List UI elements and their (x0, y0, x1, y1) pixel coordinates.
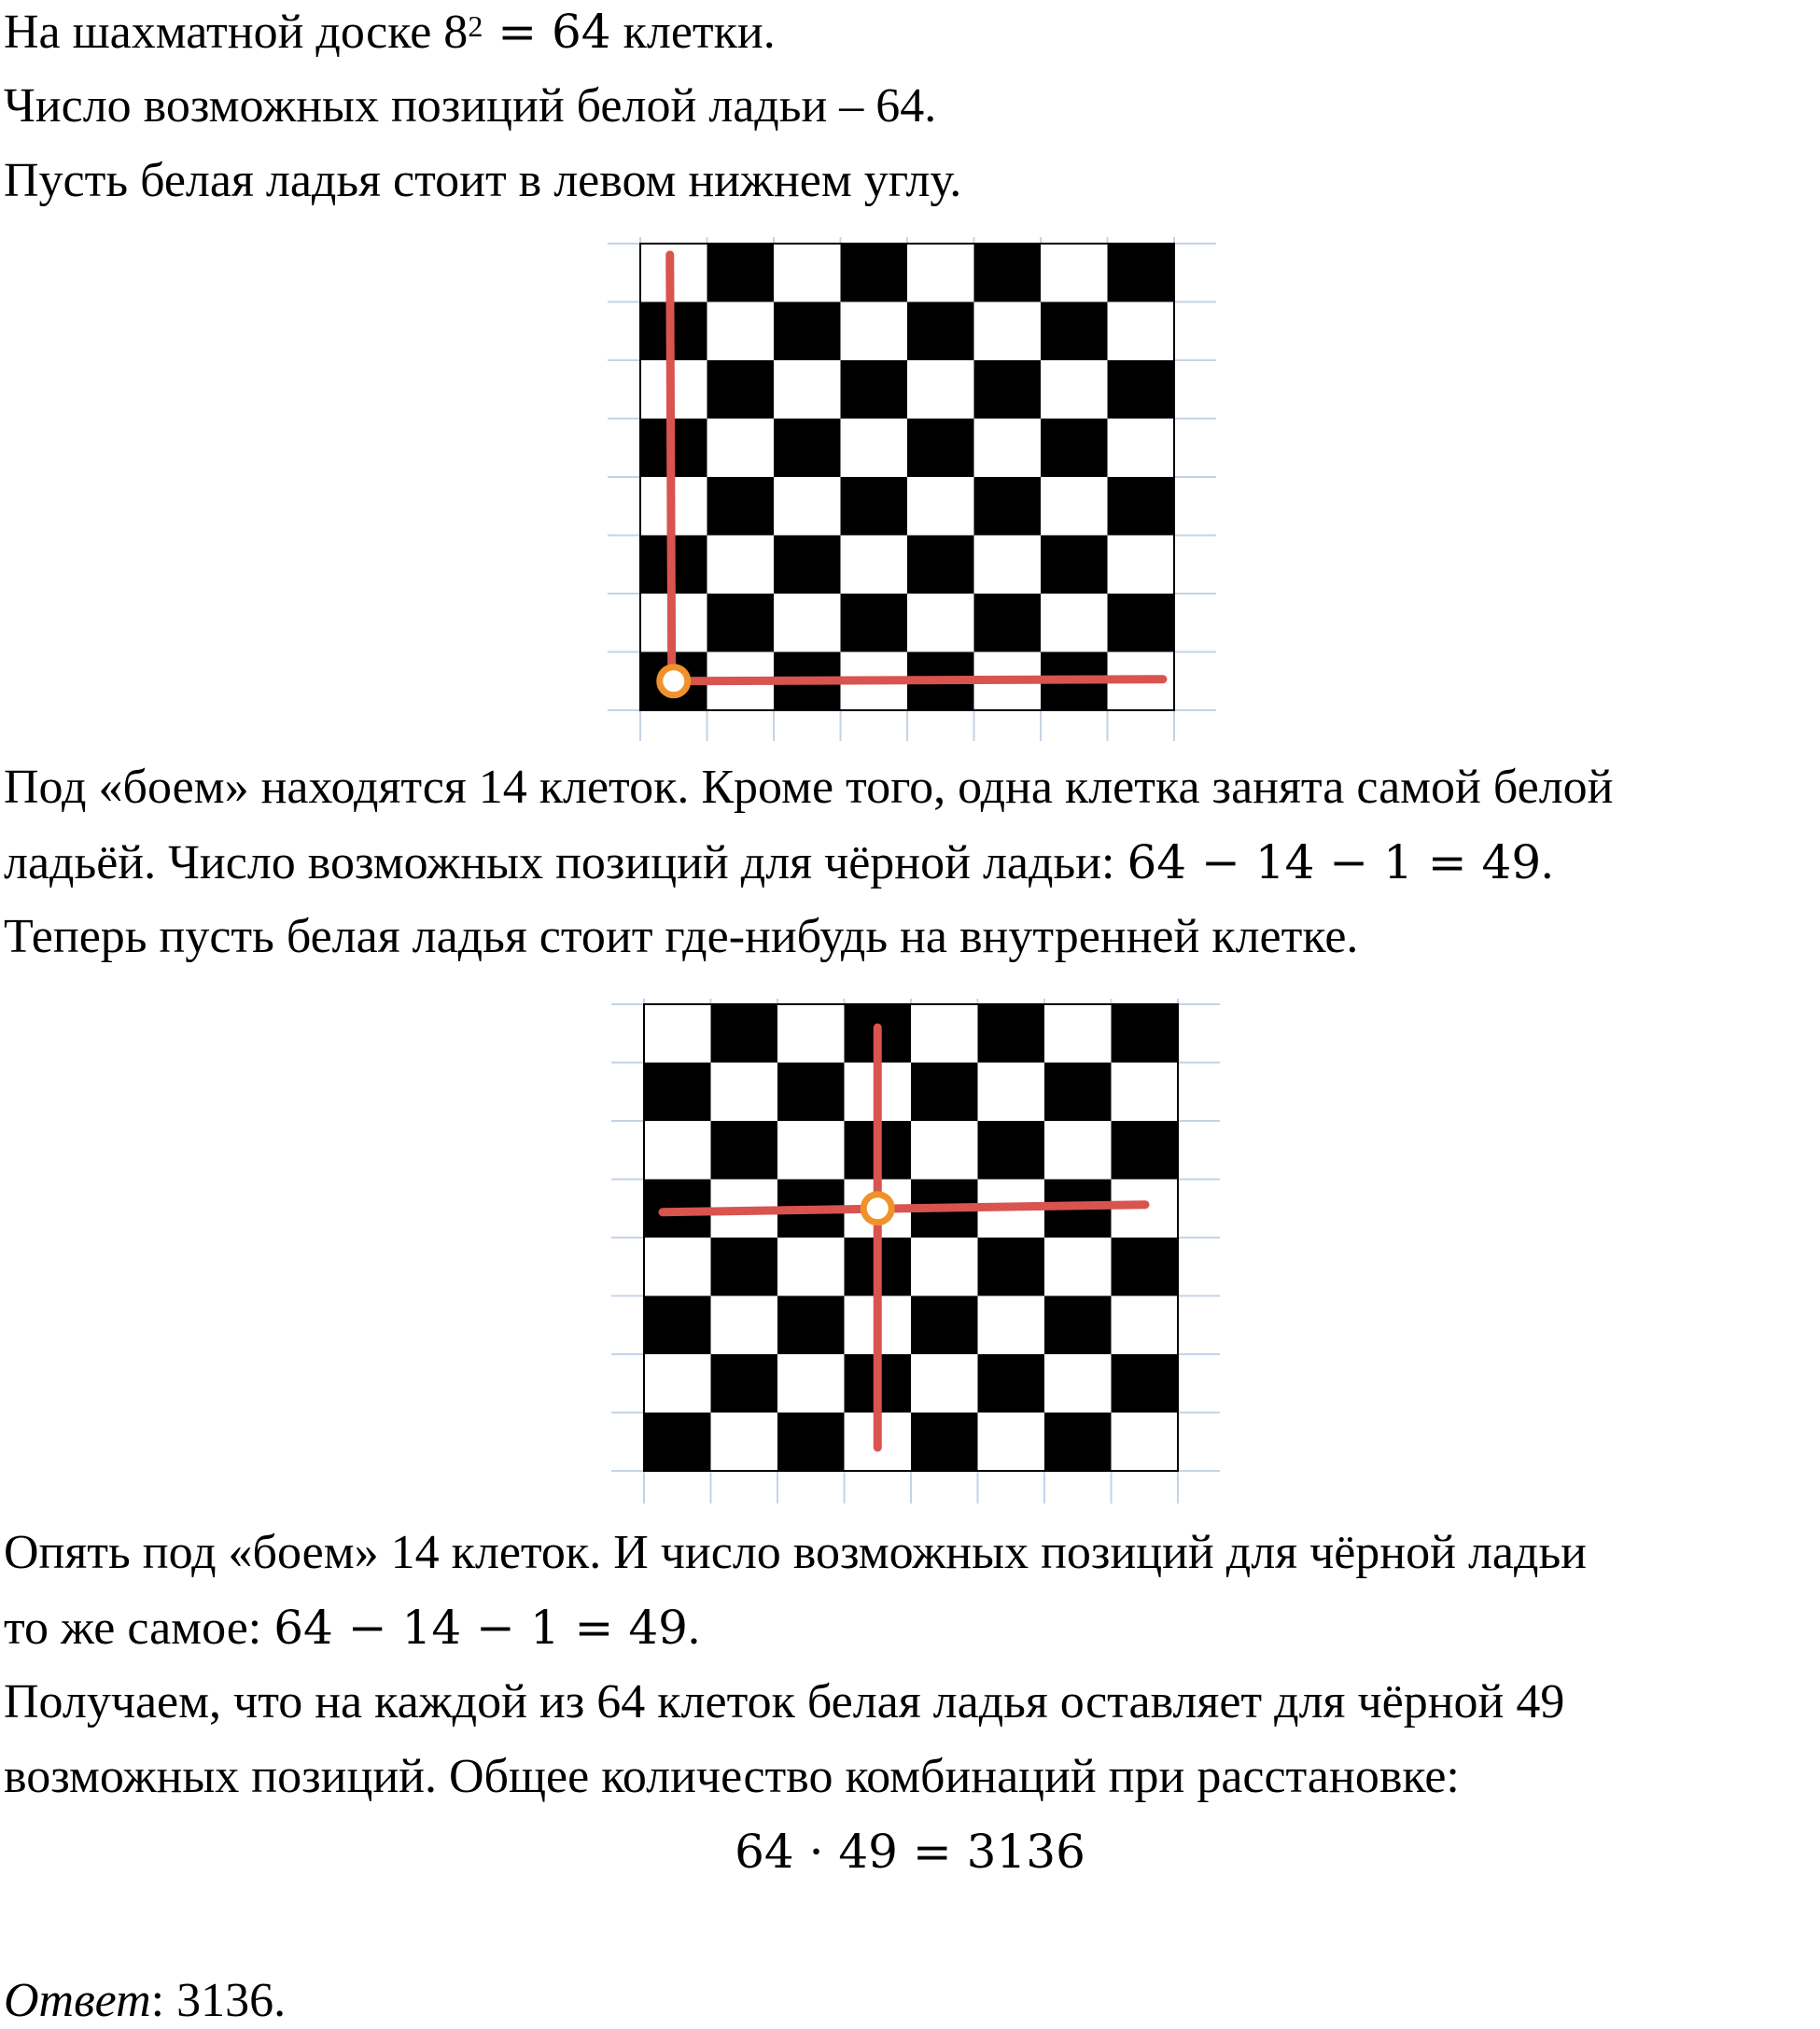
dark-square (1044, 1296, 1112, 1355)
dark-square (1112, 1238, 1179, 1296)
light-square (707, 302, 775, 361)
light-square (978, 1296, 1045, 1355)
board-squares (640, 244, 1174, 710)
rook-marker (660, 667, 688, 695)
light-square (777, 1354, 845, 1413)
dark-square (978, 1004, 1045, 1063)
attack-line-vertical (670, 255, 672, 681)
light-square (1041, 477, 1108, 536)
answer-label: Ответ (4, 1974, 151, 2027)
dark-square (707, 360, 775, 419)
dark-square (907, 302, 974, 361)
dark-square (911, 1296, 978, 1355)
light-square (774, 477, 841, 536)
dark-square (978, 1354, 1045, 1413)
dark-square (841, 360, 908, 419)
light-square (1044, 1238, 1112, 1296)
dark-square (1108, 594, 1175, 652)
dark-square (974, 244, 1042, 302)
light-square (1044, 1354, 1112, 1413)
dark-square (1041, 302, 1108, 361)
light-square (1044, 1004, 1112, 1063)
dark-square (841, 477, 908, 536)
dark-square (777, 1063, 845, 1122)
dark-square (1041, 419, 1108, 478)
light-square (707, 536, 775, 595)
dark-square (911, 1413, 978, 1472)
intro-line-1-math: = 64 (483, 5, 611, 59)
final-formula: 64 · 49 = 3136 (735, 1825, 1085, 1879)
light-square (1041, 244, 1108, 302)
dark-square (777, 1413, 845, 1472)
dark-square (711, 1004, 778, 1063)
light-square (1041, 594, 1108, 652)
light-square (777, 1238, 845, 1296)
corner-case-end: . (1541, 836, 1554, 889)
dark-square (774, 536, 841, 595)
dark-square (978, 1121, 1045, 1180)
dark-square (644, 1296, 711, 1355)
light-square (707, 419, 775, 478)
intro-line-2: Число возможных позиций белой ладьи – 64. (4, 79, 937, 133)
light-square (907, 594, 974, 652)
chessboard-corner (607, 237, 1223, 741)
light-square (711, 1063, 778, 1122)
dark-square (711, 1238, 778, 1296)
dark-square (707, 244, 775, 302)
intro-line-1-suffix: клетки. (610, 6, 776, 59)
dark-square (1108, 244, 1175, 302)
dark-square (907, 419, 974, 478)
attack-line-horizontal (674, 679, 1163, 681)
light-square (978, 1063, 1045, 1122)
light-square (774, 244, 841, 302)
light-square (1108, 536, 1175, 595)
corner-case-text: ладьёй. Число возможных позиций для чёрной ладьи: (4, 836, 1127, 889)
dark-square (774, 302, 841, 361)
conclusion-line-2: возможных позиций. Общее количество комбинаций при расстановке: (4, 1750, 1460, 1803)
dark-square (841, 244, 908, 302)
dark-square (1112, 1004, 1179, 1063)
light-square (841, 302, 908, 361)
dark-square (1044, 1413, 1112, 1472)
intro-line-1-prefix: На шахматной доске 8 (4, 6, 469, 59)
chessboard-inner-figure (607, 999, 1223, 1507)
light-square (974, 302, 1042, 361)
light-square (907, 477, 974, 536)
light-square (911, 1238, 978, 1296)
intro-line-3: Пусть белая ладья стоит в левом нижнем углу. (4, 154, 962, 207)
inner-case-line-2 (4, 1600, 700, 1657)
light-square (907, 360, 974, 419)
light-square (644, 1121, 711, 1180)
dark-square (707, 594, 775, 652)
board-squares (644, 1004, 1178, 1471)
light-square (777, 1004, 845, 1063)
light-square (978, 1413, 1045, 1472)
light-square (1112, 1296, 1179, 1355)
inner-case-text: то же самое: (4, 1602, 274, 1655)
light-square (911, 1354, 978, 1413)
dark-square (777, 1296, 845, 1355)
light-square (644, 1238, 711, 1296)
light-square (841, 419, 908, 478)
light-square (711, 1296, 778, 1355)
light-square (907, 244, 974, 302)
dark-square (978, 1238, 1045, 1296)
dark-square (644, 1413, 711, 1472)
exponent: 2 (468, 9, 483, 43)
dark-square (1041, 536, 1108, 595)
light-square (911, 1004, 978, 1063)
dark-square (711, 1354, 778, 1413)
dark-square (707, 477, 775, 536)
dark-square (974, 360, 1042, 419)
corner-case-line-1: Под «боем» находятся 14 клеток. Кроме того, одна клетка занята самой белой (4, 761, 1614, 814)
inner-case-line-1: Опять под «боем» 14 клеток. И число возможных позиций для чёрной ладьи (4, 1526, 1587, 1579)
light-square (1112, 1413, 1179, 1472)
chessboard-corner-figure (607, 237, 1223, 741)
dark-square (1108, 477, 1175, 536)
inner-intro-line: Теперь пусть белая ладья стоит где-нибудь на внутренней клетке. (4, 910, 1359, 963)
inner-case-formula: 64 − 14 − 1 = 49 (273, 1601, 688, 1655)
light-square (1108, 302, 1175, 361)
answer-value: : 3136. (150, 1974, 287, 2027)
corner-case-formula: 64 − 14 − 1 = 49 (1127, 835, 1542, 889)
dark-square (907, 536, 974, 595)
light-square (841, 536, 908, 595)
light-square (1044, 1121, 1112, 1180)
light-square (1112, 1063, 1179, 1122)
light-square (777, 1121, 845, 1180)
corner-case-line-2 (4, 834, 1553, 891)
light-square (911, 1121, 978, 1180)
dark-square (841, 594, 908, 652)
dark-square (1112, 1354, 1179, 1413)
dark-square (974, 594, 1042, 652)
dark-square (644, 1063, 711, 1122)
light-square (974, 536, 1042, 595)
light-square (974, 419, 1042, 478)
dark-square (711, 1121, 778, 1180)
chessboard-inner (607, 999, 1223, 1507)
answer-line (4, 1973, 286, 2029)
inner-case-end: . (687, 1602, 700, 1655)
light-square (774, 594, 841, 652)
dark-square (774, 419, 841, 478)
light-square (711, 1413, 778, 1472)
conclusion-line-1: Получаем, что на каждой из 64 клеток белая ладья оставляет для чёрной 49 (4, 1675, 1565, 1728)
rook-marker (863, 1195, 891, 1223)
dark-square (1044, 1063, 1112, 1122)
dark-square (1108, 360, 1175, 419)
light-square (644, 1004, 711, 1063)
dark-square (1112, 1121, 1179, 1180)
dark-square (974, 477, 1042, 536)
light-square (644, 1354, 711, 1413)
light-square (1041, 360, 1108, 419)
light-square (774, 360, 841, 419)
intro-line-1 (4, 4, 776, 61)
light-square (1108, 419, 1175, 478)
dark-square (911, 1063, 978, 1122)
